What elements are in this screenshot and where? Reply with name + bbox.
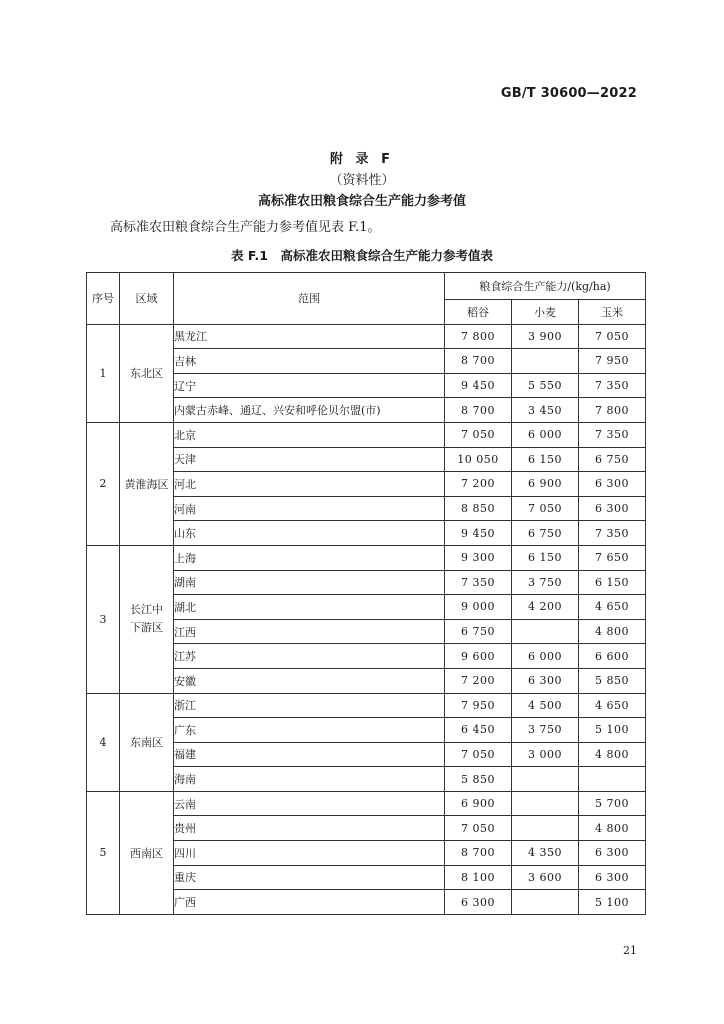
corn-cell: 7 050 [579, 324, 646, 349]
scope-cell: 上海 [174, 545, 445, 570]
standard-code: GB/T 30600—2022 [500, 86, 637, 101]
wheat-cell: 3 750 [512, 718, 579, 743]
scope-cell: 江西 [174, 619, 445, 644]
corn-cell [579, 767, 646, 792]
wheat-cell: 5 550 [512, 373, 579, 398]
wheat-cell: 4 350 [512, 841, 579, 866]
corn-cell: 7 950 [579, 349, 646, 374]
corn-cell: 5 100 [579, 718, 646, 743]
region-cell: 东南区 [120, 693, 174, 791]
region-cell: 黄淮海区 [120, 422, 174, 545]
wheat-cell: 6 150 [512, 447, 579, 472]
rice-cell: 6 750 [445, 619, 512, 644]
header-wheat: 小麦 [512, 300, 579, 325]
corn-cell: 7 350 [579, 373, 646, 398]
seq-cell: 1 [87, 324, 120, 422]
rice-cell: 8 850 [445, 496, 512, 521]
wheat-cell [512, 619, 579, 644]
rice-cell: 9 300 [445, 545, 512, 570]
wheat-cell: 6 150 [512, 545, 579, 570]
rice-cell: 6 300 [445, 890, 512, 915]
seq-cell: 2 [87, 422, 120, 545]
rice-cell: 9 450 [445, 521, 512, 546]
scope-cell: 海南 [174, 767, 445, 792]
appendix-nature: （资料性） [329, 173, 395, 188]
scope-cell: 江苏 [174, 644, 445, 669]
wheat-cell: 3 750 [512, 570, 579, 595]
rice-cell: 7 350 [445, 570, 512, 595]
corn-cell: 6 150 [579, 570, 646, 595]
wheat-cell: 3 900 [512, 324, 579, 349]
rice-cell: 7 950 [445, 693, 512, 718]
region-cell: 西南区 [120, 791, 174, 914]
corn-cell: 6 300 [579, 841, 646, 866]
wheat-cell: 3 450 [512, 398, 579, 423]
corn-cell: 5 100 [579, 890, 646, 915]
table-row [87, 545, 646, 570]
wheat-cell [512, 767, 579, 792]
rice-cell: 8 100 [445, 865, 512, 890]
rice-cell: 9 000 [445, 595, 512, 620]
appendix-heading: 高标准农田粮食综合生产能力参考值 [257, 194, 466, 209]
scope-cell: 广西 [174, 890, 445, 915]
corn-cell: 4 800 [579, 619, 646, 644]
rice-cell: 7 200 [445, 668, 512, 693]
scope-cell: 湖北 [174, 595, 445, 620]
scope-cell: 福建 [174, 742, 445, 767]
rice-cell: 8 700 [445, 841, 512, 866]
corn-cell: 4 650 [579, 595, 646, 620]
rice-cell: 6 450 [445, 718, 512, 743]
seq-cell: 5 [87, 791, 120, 914]
scope-cell: 安徽 [174, 668, 445, 693]
seq-cell: 3 [87, 545, 120, 693]
corn-cell: 7 650 [579, 545, 646, 570]
rice-cell: 7 050 [445, 422, 512, 447]
wheat-cell: 7 050 [512, 496, 579, 521]
region-cell: 东北区 [120, 324, 174, 422]
scope-cell: 河南 [174, 496, 445, 521]
scope-cell: 天津 [174, 447, 445, 472]
corn-cell: 6 300 [579, 496, 646, 521]
corn-cell: 4 800 [579, 816, 646, 841]
wheat-cell [512, 890, 579, 915]
corn-cell: 5 700 [579, 791, 646, 816]
table-body [87, 324, 646, 914]
corn-cell: 7 800 [579, 398, 646, 423]
corn-cell: 6 300 [579, 472, 646, 497]
page-number: 21 [623, 944, 637, 957]
wheat-cell: 6 900 [512, 472, 579, 497]
corn-cell: 7 350 [579, 521, 646, 546]
scope-cell: 黑龙江 [174, 324, 445, 349]
wheat-cell: 3 600 [512, 865, 579, 890]
rice-cell: 10 050 [445, 447, 512, 472]
wheat-cell [512, 816, 579, 841]
table-row [87, 422, 646, 447]
scope-cell: 山东 [174, 521, 445, 546]
header-scope: 范围 [174, 273, 445, 325]
rice-cell: 9 600 [445, 644, 512, 669]
table-row [87, 791, 646, 816]
scope-cell: 四川 [174, 841, 445, 866]
appendix-title: 附 录 F [330, 152, 394, 167]
wheat-cell: 4 200 [512, 595, 579, 620]
rice-cell: 8 700 [445, 349, 512, 374]
table-row [87, 693, 646, 718]
corn-cell: 7 350 [579, 422, 646, 447]
wheat-cell: 3 000 [512, 742, 579, 767]
rice-cell: 7 050 [445, 816, 512, 841]
header-corn: 玉米 [579, 300, 646, 325]
rice-cell: 8 700 [445, 398, 512, 423]
rice-cell: 6 900 [445, 791, 512, 816]
wheat-cell: 6 000 [512, 644, 579, 669]
header-region: 区域 [120, 273, 174, 325]
scope-cell: 湖南 [174, 570, 445, 595]
rice-cell: 7 800 [445, 324, 512, 349]
header-rice: 稻谷 [445, 300, 512, 325]
header-seq: 序号 [87, 273, 120, 325]
intro-paragraph: 高标准农田粮食综合生产能力参考值见表 F.1。 [110, 220, 381, 235]
scope-cell: 河北 [174, 472, 445, 497]
scope-cell: 贵州 [174, 816, 445, 841]
scope-cell: 吉林 [174, 349, 445, 374]
rice-cell: 5 850 [445, 767, 512, 792]
scope-cell: 北京 [174, 422, 445, 447]
wheat-cell [512, 791, 579, 816]
scope-cell: 广东 [174, 718, 445, 743]
scope-cell: 浙江 [174, 693, 445, 718]
rice-cell: 9 450 [445, 373, 512, 398]
scope-cell: 内蒙古赤峰、通辽、兴安和呼伦贝尔盟(市) [174, 398, 445, 423]
table-row [87, 324, 646, 349]
corn-cell: 6 600 [579, 644, 646, 669]
rice-cell: 7 200 [445, 472, 512, 497]
corn-cell: 6 750 [579, 447, 646, 472]
table-caption: 表 F.1 高标准农田粮食综合生产能力参考值表 [230, 248, 493, 263]
header-capacity: 粮食综合生产能力/(kg/ha) [445, 273, 646, 300]
scope-cell: 辽宁 [174, 373, 445, 398]
wheat-cell: 6 300 [512, 668, 579, 693]
seq-cell: 4 [87, 693, 120, 791]
wheat-cell: 6 750 [512, 521, 579, 546]
rice-cell: 7 050 [445, 742, 512, 767]
wheat-cell: 4 500 [512, 693, 579, 718]
corn-cell: 5 850 [579, 668, 646, 693]
wheat-cell: 6 000 [512, 422, 579, 447]
region-cell: 长江中下游区 [120, 545, 174, 693]
corn-cell: 4 650 [579, 693, 646, 718]
corn-cell: 6 300 [579, 865, 646, 890]
wheat-cell [512, 349, 579, 374]
corn-cell: 4 800 [579, 742, 646, 767]
scope-cell: 云南 [174, 791, 445, 816]
capacity-table [86, 272, 646, 915]
scope-cell: 重庆 [174, 865, 445, 890]
